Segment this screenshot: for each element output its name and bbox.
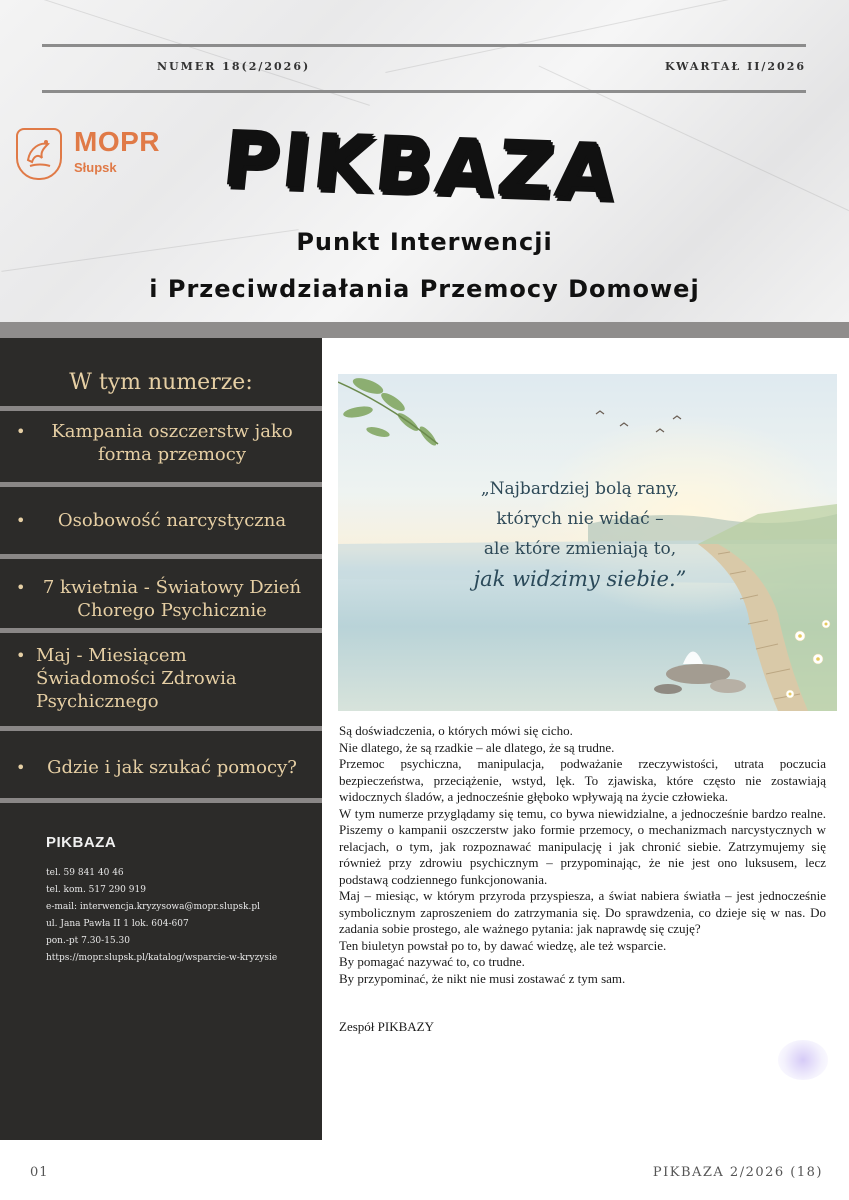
bullet-icon: • <box>16 578 26 597</box>
toc-item-campaign[interactable] <box>0 420 322 470</box>
toc-item-label: 7 kwietnia - Światowy Dzień Chorego Psychicznie <box>42 577 302 621</box>
article-paragraph: By pomagać nazywać to, co trudne. <box>339 954 525 969</box>
subtitle-line-1: Punkt Interwencji <box>296 228 553 256</box>
bullet-icon: • <box>16 422 26 441</box>
contact-box <box>46 834 277 967</box>
article-paragraph: Maj – miesiąc, w którym przyroda przyspiesza, a świat nabiera światła – jest jednocześnie symbolicznym zaproszeniem do zatrzymania się. Do sprawdzenia, co dzieje się w nas. Do zadania sobie prostego, ale ważnego pytania: jak naprawdę się czuję? <box>339 888 826 936</box>
toc-divider <box>0 406 322 411</box>
article-paragraph: Ten biuletyn powstał po to, by dawać wiedzę, ale też wsparcie. <box>339 937 667 953</box>
bullet-icon: • <box>16 758 26 777</box>
article-paragraph: Nie dlatego, że są rzadkie – ale dlatego, że są trudne. <box>339 739 615 755</box>
mopr-logo <box>14 126 160 182</box>
hero-illustration <box>338 374 837 711</box>
header-rule-top <box>42 44 806 47</box>
quote-line: których nie widać – <box>496 509 664 529</box>
city-crest-icon <box>16 128 62 180</box>
toc-item-label: Osobowość narcystyczna <box>57 510 287 531</box>
contact-mobile[interactable]: tel. kom. 517 290 919 <box>46 885 146 895</box>
bullet-icon: • <box>16 646 26 665</box>
hero-quote <box>450 474 710 594</box>
toc-item-narcissism[interactable] <box>0 509 322 535</box>
edition-label: PIKBAZA 2/2026 (18) <box>652 1165 823 1180</box>
toc-heading: W tym numerze: <box>69 370 253 395</box>
article-paragraph: Są doświadczenia, o których mówi się cicho. <box>339 723 573 738</box>
quote-line-highlight: jak widzimy siebie.” <box>473 567 687 591</box>
quote-line: „Najbardziej bolą rany, <box>480 479 680 499</box>
header-rule-bottom <box>42 90 806 93</box>
contact-url[interactable]: https://mopr.slupsk.pl/katalog/wsparcie-w-kryzysie <box>46 953 278 963</box>
toc-divider <box>0 628 322 633</box>
issue-quarter: KWARTAŁ II/2026 <box>665 60 806 73</box>
toc-item-label: Maj - Miesiącem Świadomości Zdrowia Psychicznego <box>36 645 237 712</box>
subtitle-line-2: i Przeciwdziałania Przemocy Domowej <box>149 275 700 303</box>
article-signature: Zespół PIKBAZY <box>339 1019 434 1034</box>
logo-city: Słupsk <box>74 160 117 175</box>
contact-hours: pon.-pt 7.30-15.30 <box>46 936 130 946</box>
toc-item-label: Kampania oszczerstw jako forma przemocy <box>51 421 293 465</box>
toc-item-mental-health-month[interactable] <box>0 644 322 716</box>
article-paragraph: By przypominać, że nikt nie musi zostawać z tym sam. <box>339 970 626 986</box>
toc-item-help[interactable] <box>0 756 322 782</box>
contact-title: PIKBAZA <box>46 834 117 851</box>
toc-divider <box>0 798 322 803</box>
toc-divider <box>0 554 322 559</box>
article-body <box>339 723 826 987</box>
article-paragraph: W tym numerze przyglądamy się temu, co bywa niewidzialne, a jednocześnie bardzo realne. Piszemy o kampanii oszczerstw jako formie przemocy, o mechanizmach narcystycznych w relacjach, o tym, jak rozpoznawać manipulację i jak chronić siebie. Zatrzymujemy się również przy zdrowiu psychicznym – przypominając, że nie jest ono luksusem, lecz podstawą codziennego funkcjonowania. <box>339 805 826 887</box>
contact-address: ul. Jana Pawła II 1 lok. 604-607 <box>46 919 189 929</box>
page-number: 01 <box>30 1165 49 1180</box>
page-title: PIKBAZA <box>218 113 622 216</box>
toc-item-mental-illness-day[interactable] <box>0 576 322 626</box>
header <box>0 0 849 322</box>
article-paragraph: Przemoc psychiczna, manipulacja, podważanie rzeczywistości, utrata poczucia bezpieczeństwa, przeciążenie, wstyd, lęk. To zjawiska, które często nie zostawiają widocznych śladów, a jednocześnie głęboko wpływają na życie człowieka. <box>339 756 826 804</box>
toc-divider <box>0 482 322 487</box>
contact-email[interactable]: e-mail: interwencja.kryzysowa@mopr.slupsk.pl <box>46 902 261 912</box>
decorative-blob <box>778 1040 828 1080</box>
bullet-icon: • <box>16 511 26 530</box>
sidebar <box>0 338 322 1140</box>
contact-phone[interactable]: tel. 59 841 40 46 <box>46 868 124 878</box>
issue-number: NUMER 18(2/2026) <box>157 60 311 73</box>
toc-item-label: Gdzie i jak szukać pomocy? <box>47 757 297 778</box>
header-band <box>0 322 849 338</box>
toc-divider <box>0 726 322 731</box>
logo-name: MOPR <box>74 126 160 157</box>
quote-line: ale które zmieniają to, <box>483 539 677 559</box>
